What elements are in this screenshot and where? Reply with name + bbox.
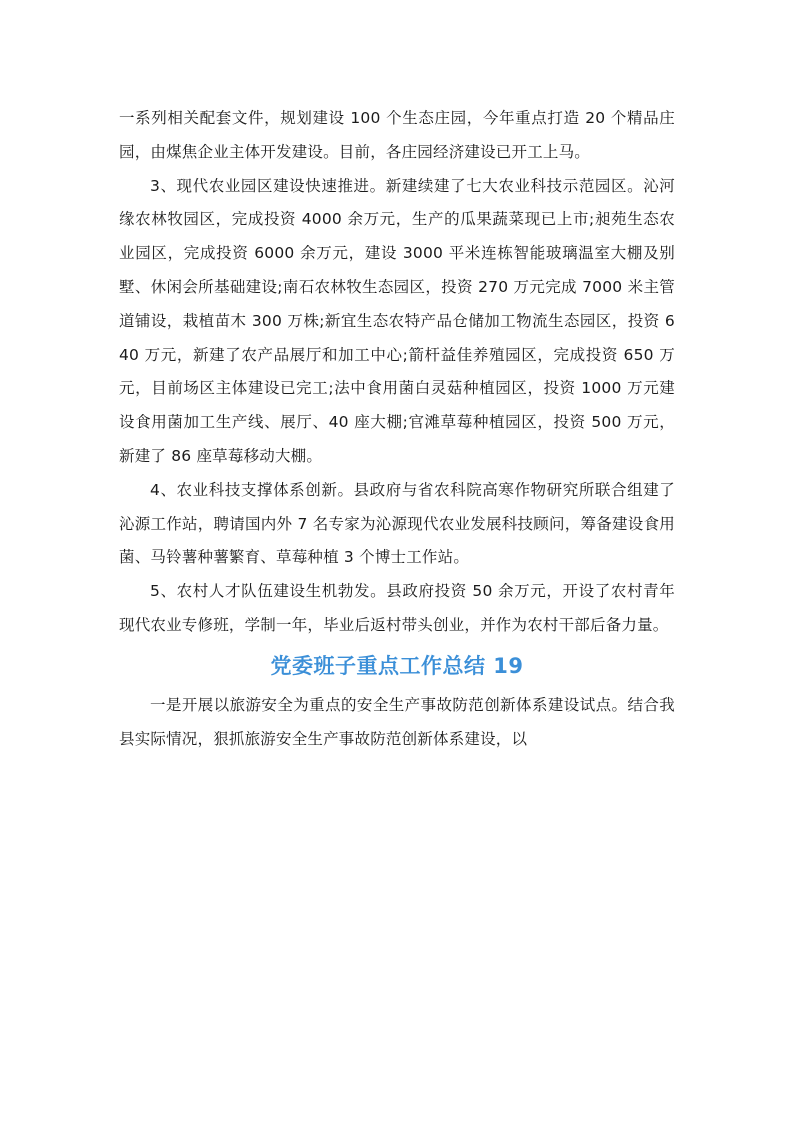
document-body: [119, 102, 675, 756]
section-heading: 党委班子重点工作总结 19: [270, 653, 524, 678]
paragraph-3: 4、农业科技支撑体系创新。县政府与省农科院高寒作物研究所联合组建了沁源工作站，聘请国内外 7 名专家为沁源现代农业发展科技顾问，筹备建设食用菌、马铃薯种薯繁育、草莓种植 3 个博士工作站。: [119, 480, 675, 567]
paragraph-1: 一系列相关配套文件，规划建设 100 个生态庄园，今年重点打造 20 个精品庄园，由煤焦企业主体开发建设。目前，各庄园经济建设已开工上马。: [119, 109, 675, 161]
paragraph-2: 3、现代农业园区建设快速推进。新建续建了七大农业科技示范园区。沁河缘农林牧园区，完成投资 4000 余万元，生产的瓜果蔬菜现已上市;昶苑生态农业园区，完成投资 6000 余万元，建设 3000 平米连栋智能玻璃温室大棚及别墅、休闲会所基础建设;南石农林牧生态园区，投资 270 万元完成 7000 米主管道铺设，栽植苗木 300 万株;新宜生态农特产品仓储加工物流生态园区，投资 640 万元，新建了农产品展厅和加工中心;箭杆益佳养殖园区，完成投资 650 万元，目前场区主体建设已完工;法中食用菌白灵菇种植园区，投资 1000 万元建设食用菌加工生产线、展厅、40 座大棚;官滩草莓种植园区，投资 500 万元，新建了 86 座草莓移动大棚。: [119, 176, 675, 465]
paragraph-5: 一是开展以旅游安全为重点的安全生产事故防范创新体系建设试点。结合我县实际情况，狠抓旅游安全生产事故防范创新体系建设，以: [119, 695, 675, 748]
paragraph-4: 5、农村人才队伍建设生机勃发。县政府投资 50 余万元，开设了农村青年现代农业专修班，学制一年，毕业后返村带头创业，并作为农村干部后备力量。: [119, 582, 675, 634]
